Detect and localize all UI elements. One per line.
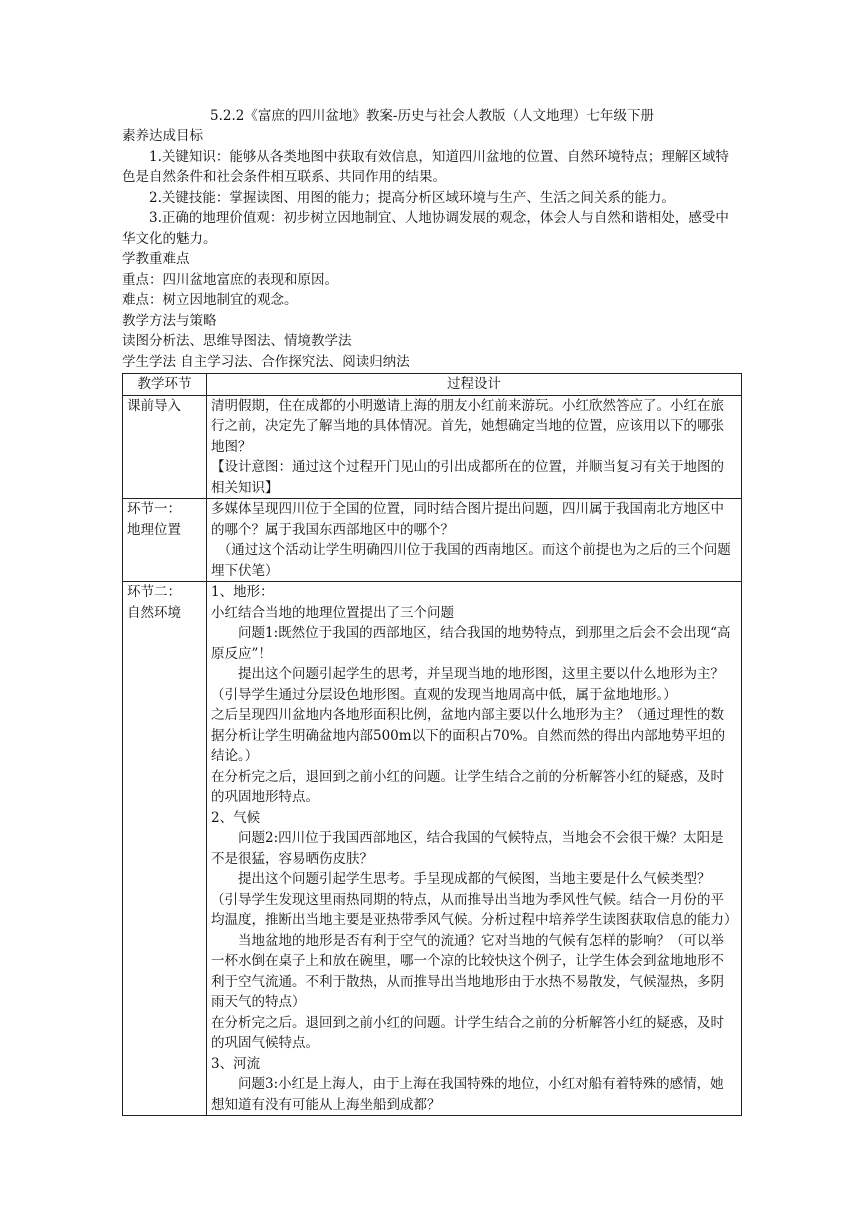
subheading-rivers: 3、河流 <box>211 1055 261 1072</box>
lesson-plan-page <box>122 106 742 1116</box>
paragraph: 问题2:四川位于我国西部地区，结合我国的气候特点，当地会不会很干燥？太阳是不是很猛，容易晒伤皮肤？ <box>211 830 724 867</box>
keypoints-heading: 学教重难点 <box>122 251 190 267</box>
content-cell <box>207 499 742 582</box>
subheading-terrain: 1、地形： <box>211 584 274 600</box>
table-row <box>123 499 742 582</box>
paragraph: 之后呈现四川盆地内各地形面积比例，盆地内部主要以什么地形为主？（通过理性的数据分析让学生明确盆地内部500m以下的面积占70%。自然而然的得出内部地势平坦的结论。） <box>211 707 726 764</box>
subheading-climate: 2、气候 <box>211 809 261 826</box>
goal-item-1: 1.关键知识：能够从各类地图中获取有效信息，知道四川盆地的位置、自然环境特点；理解区域特色是自然条件和社会条件相互联系、共同作用的结果。 <box>122 148 729 185</box>
paragraph: 多媒体呈现四川位于全国的位置，同时结合图片提出问题，四川属于我国南北方地区中的哪个？属于我国东西部地区中的哪个？ <box>211 501 724 538</box>
content-cell <box>207 395 742 499</box>
table-row <box>123 582 742 1116</box>
paragraph: 【设计意图：通过这个过程开门见山的引出成都所在的位置，并顺当复习有关于地图的相关知识】 <box>211 459 724 496</box>
key-point: 重点：四川盆地富庶的表现和原因。 <box>122 271 338 288</box>
paragraph: 当地盆地的地形是否有利于空气的流通？它对当地的气候有怎样的影响？（可以举一杯水倒在桌子上和放在碗里，哪一个凉的比较快这个例子，让学生体会到盆地地形不利于空气流通。不利于散热，从而推导出当地地形由于水热不易散发，气候湿热，多阴雨天气的特点） <box>211 932 724 1010</box>
goal-item-2: 2.关键技能：掌握读图、用图的能力；提高分析区域环境与生产、生活之间关系的能力。 <box>149 189 675 206</box>
paragraph: 小红结合当地的地理位置提出了三个问题 <box>211 604 454 621</box>
paragraph: （通过这个活动让学生明确四川位于我国的西南地区。而这个前提也为之后的三个问题埋下伏笔） <box>211 542 731 579</box>
process-table <box>122 373 742 1116</box>
methods-heading: 教学方法与策略 <box>122 312 217 329</box>
header-stage: 教学环节 <box>123 374 207 396</box>
stage-label: 环节二： <box>127 584 181 600</box>
table-header-row <box>123 374 742 396</box>
paragraph: 问题1:既然位于我国的西部地区，结合我国的地势特点，到那里之后会不会出现“高原反应”！ <box>211 625 731 662</box>
learning-methods: 学生学法 自主学习法、合作探究法、阅读归纳法 <box>122 353 410 370</box>
stage-cell <box>123 499 207 582</box>
paragraph: 在分析完之后。退回到之前小红的问题。计学生结合之前的分析解答小红的疑惑，及时的巩固气候特点。 <box>211 1014 724 1051</box>
difficult-point: 难点：树立因地制宜的观念。 <box>122 292 298 308</box>
stage-label: 课前导入 <box>127 397 181 414</box>
stage-cell <box>123 582 207 1116</box>
paragraph: 在分析完之后，退回到之前小红的问题。让学生结合之前的分析解答小红的疑惑，及时的巩固地形特点。 <box>211 768 724 805</box>
document-title: 5.2.2《富庶的四川盆地》教案-历史与社会人教版（人文地理）七年级下册 <box>210 108 654 124</box>
teaching-methods: 读图分析法、思维导图法、情境教学法 <box>122 333 352 349</box>
paragraph: 清明假期，住在成都的小明邀请上海的朋友小红前来游玩。小红欣然答应了。小红在旅行之前，决定先了解当地的具体情况。首先，她想确定当地的位置，应该用以下的哪张地图？ <box>211 397 724 455</box>
paragraph: 提出这个问题引起学生的思考，并呈现当地的地形图，这里主要以什么地形为主？（引导学生通过分层设色地形图。直观的发现当地周高中低，属于盆地地形。） <box>211 666 724 703</box>
goals-heading: 素养达成目标 <box>122 128 203 144</box>
table-row <box>123 395 742 499</box>
stage-label: 环节一： <box>127 501 181 517</box>
paragraph: 提出这个问题引起学生思考。手呈现成都的气候图，当地主要是什么气候类型？（引导学生发现这里雨热同期的特点，从而推导出当地为季风性气候。结合一月份的平均温度，推断出当地主要是亚热带季风气候。分析过程中培养学生读图获取信息的能力） <box>211 871 738 928</box>
stage-cell <box>123 395 207 499</box>
header-process: 过程设计 <box>207 374 742 396</box>
content-cell <box>207 582 742 1116</box>
goal-item-3: 3.正确的地理价值观：初步树立因地制宜、人地协调发展的观念，体会人与自然和谐相处，感受中华文化的魅力。 <box>122 210 729 247</box>
paragraph: 问题3:小红是上海人，由于上海在我国特殊的地位，小红对船有着特殊的感情，她想知道有没有可能从上海坐船到成都？ <box>211 1076 724 1113</box>
stage-label: 自然环境 <box>127 604 181 621</box>
stage-label: 地理位置 <box>127 521 181 538</box>
